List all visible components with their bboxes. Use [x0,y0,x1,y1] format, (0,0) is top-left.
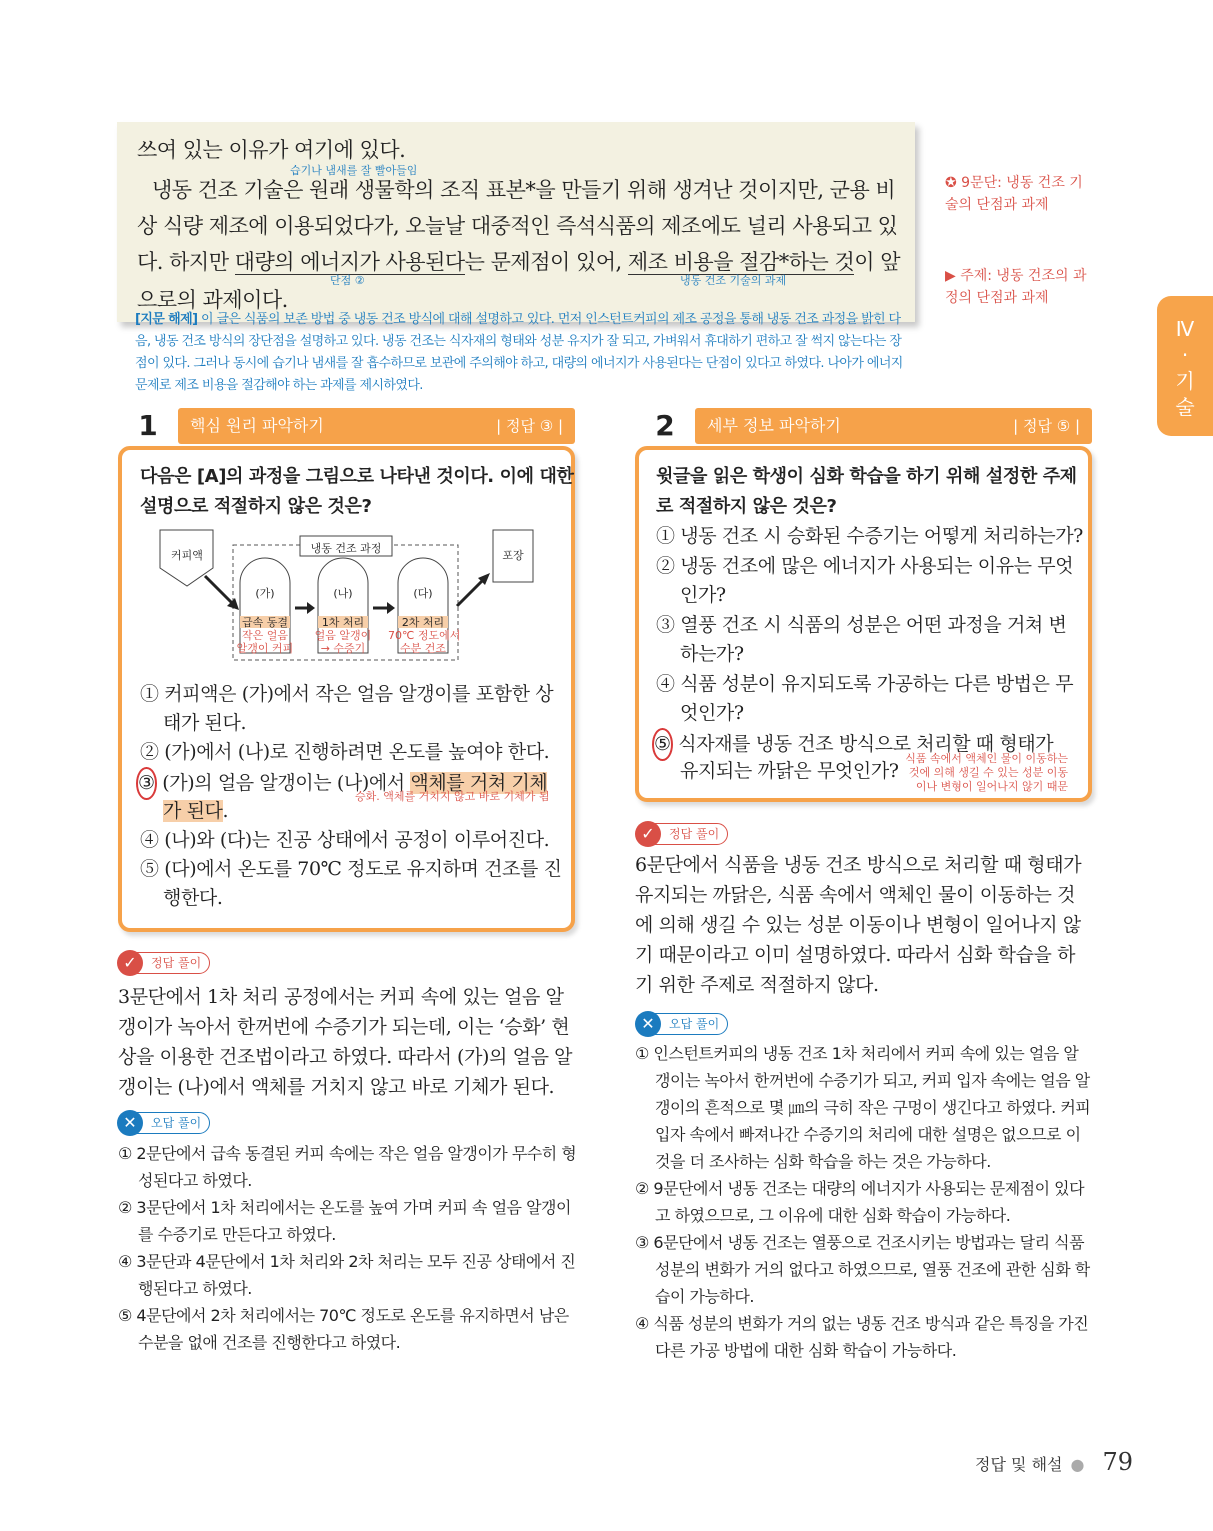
page-number: 79 [1102,1448,1133,1476]
margin-note-paragraph9: ✪ 9문단: 냉동 건조 기술의 단점과 과제 [945,175,1083,213]
q2-option-1[interactable]: ① 냉동 건조 시 승화된 수증기는 어떻게 처리하는가? [656,525,1083,547]
question-2-stem-1: 윗글을 읽은 학생이 심화 학습을 하기 위해 설정한 주제 [656,466,1077,487]
x-icon: ✕ [117,1110,143,1136]
underline-cost: 제조 비용을 절감*하는 것 [627,250,855,274]
page-footer: 정답 및 해설 ● 79 [975,1448,1133,1476]
q1-wrong-4: ④ 3문단과 4문단에서 1차 처리와 2차 처리는 모두 진공 상태에서 진행된다고 하였다. [118,1252,576,1298]
q2-wrong-1: ① 인스턴트커피의 냉동 건조 1차 처리에서 커피 속에 있는 얼음 알갱이는 녹아서 한꺼번에 수증기가 되고, 커피 입자 속에는 얼음 알갱이의 흔적으로 몇 ㎛의 극히 작은 구멍이 생긴다고 하였다. 커피 입자 속에서 빠져나간 수증기의 처리에 대한 설명은 없으므로 이것을 더 조사하는 심화 학습을 하는 것은 가능하다. [635,1044,1091,1171]
passage-line-3: 상 식량 제조에 이용되었다가, 오늘날 대중적인 즉석식품의 제조에도 널리 사용되고 있 [137,214,898,238]
q2-wrong-badge: ✕ 오답 풀이 [638,1013,728,1035]
q2-option-3-line-1[interactable]: ③ 열풍 건조 시 식품의 성분은 어떤 과정을 거쳐 변 [656,614,1067,636]
passage-annotation-moisture: 습기나 냄새를 잘 빨아들임 [290,164,418,177]
q1-option-3[interactable]: ③ (가)의 얼음 알갱이는 (나)에서 액체를 거쳐 기체 [136,767,547,800]
diagram-ga-text: 급속 동결 작은 얼음 알갱이 커피 [236,616,294,655]
q1-option-3-line-2: 가 된다. [163,800,229,822]
q1-option-5-line-2: 행한다. [163,887,223,909]
question-1-header [123,408,575,444]
passage-line-1: 쓰여 있는 이유가 여기에 있다. [137,138,406,162]
diagram-coffee-label: 커피액 [171,549,203,562]
q1-correct-explanation: 3문단에서 1차 처리 공정에서는 커피 속에 있는 얼음 알갱이가 녹아서 한꺼번에 수증기가 되는데, 이는 ‘승화’ 현상을 이용한 건조법이라고 하였다. 따라서 (가)의 얼음 알갱이는 (나)에서 액체를 거치지 않고 바로 기체가 된다. [118,986,573,1098]
question-1-number: 1 [138,409,158,442]
q2-option-2-line-2: 인가? [680,584,726,606]
chapter-side-tab[interactable] [1157,296,1213,436]
question-2-header [640,408,1092,444]
q2-wrong-4: ④ 식품 성분의 변화가 거의 없는 냉동 건조 방식과 같은 특징을 가진 다른 가공 방법에 대한 심화 학습이 가능하다. [635,1314,1089,1360]
q1-wrong-explanations [118,1140,578,1356]
diagram-da-label: (다) [413,587,433,600]
q1-option-3-highlight: 액체를 거쳐 기체 [410,772,548,794]
x-icon: ✕ [635,1011,661,1037]
q2-option-5[interactable]: ⑤ 식자재를 냉동 건조 방식으로 처리할 때 형태가 [652,728,1053,761]
diagram-process-label: 냉동 건조 과정 [310,542,382,555]
q1-wrong-1: ① 2문단에서 급속 동결된 커피 속에는 작은 얼음 알갱이가 무수히 형성된다고 하였다. [118,1144,577,1190]
arrow-head-3 [387,602,395,614]
check-icon: ✓ [635,821,661,847]
question-2-number: 2 [655,409,675,442]
diagram-pack-label: 포장 [502,549,524,562]
q1-option-3-annotation: 승화. 액체를 거치지 않고 바로 기체가 됨 [355,790,550,803]
passage-line-4: 다. 하지만 대량의 에너지가 사용된다는 문제점이 있어, 제조 비용을 절감*하는 것이 앞 [137,250,901,274]
question-2-stem-2: 로 적절하지 않은 것은? [656,496,837,517]
q1-wrong-2: ② 3문단에서 1차 처리에서는 온도를 높여 가며 커피 속 얼음 알갱이를 수증기로 만든다고 하였다. [118,1198,571,1244]
question-2-answer: | 정답 ⑤ | [1013,417,1080,435]
q1-option-2[interactable]: ② (가)에서 (나)로 진행하려면 온도를 높여야 한다. [140,741,550,763]
q2-correct-badge: ✓ 정답 풀이 [638,823,728,845]
diagram-ga-label: (가) [255,587,275,600]
arrow-coffee-to-ga [205,576,235,606]
passage-annotation-weakness: 단점 ② [330,274,365,287]
q1-option-1-line-1[interactable]: ① 커피액은 (가)에서 작은 얼음 알갱이를 포함한 상 [140,683,554,705]
underline-energy: 대량의 에너지가 사용된다 [234,250,465,274]
q2-option-5-annotation: 식품 속에서 액체인 물이 이동하는 것에 의해 생길 수 있는 성분 이동 이나 변형이 일어나지 않기 때문 [905,752,1068,793]
margin-note-theme: ▶ 주제: 냉동 건조의 과정의 단점과 과제 [945,268,1087,306]
q1-wrong-badge: ✕ 오답 풀이 [120,1112,210,1134]
question-1-stem-1: 다음은 [A]의 과정을 그림으로 나타낸 것이다. 이에 대한 [140,466,574,487]
q2-option-2-line-1[interactable]: ② 냉동 건조에 많은 에너지가 사용되는 이유는 무엇 [656,555,1074,577]
check-icon: ✓ [117,950,143,976]
answer-circle-icon: ⑤ [652,728,673,761]
q2-wrong-explanations [635,1040,1093,1364]
q1-correct-badge: ✓ 정답 풀이 [120,952,210,974]
footer-label: 정답 및 해설 [975,1455,1063,1474]
passage-annotation-task: 냉동 건조 기술의 과제 [680,274,787,287]
q1-wrong-5: ⑤ 4문단에서 2차 처리에서는 70℃ 정도로 온도를 유지하면서 남은 수분을 없애 건조를 진행한다고 하였다. [118,1306,569,1352]
side-tab-dot: · [1181,343,1189,367]
diagram-na-text: 1차 처리 얼음 알갱이 → 수증기 [314,616,372,655]
question-2-title: 세부 정보 파악하기 [707,416,841,435]
diagram-da-text: 2차 처리 70℃ 정도에서 수분 건조 [388,616,461,655]
passage-summary: [지문 해제] 이 글은 식품의 보존 방법 중 냉동 건조 방식에 대해 설명하고 있다. 먼저 인스턴트커피의 제조 공정을 통해 냉동 건조 과정을 밝힌 다음, 냉동 건조 방식의 장단점을 설명하고 있다. 냉동 건조는 식자재의 형태와 성분 유지가 잘 되고, 가벼워서 휴대하기 편하고 잘 썩지 않는다는 장점이 있다. 그러나 동시에 습기나 냄새를 잘 흡수하므로 보관에 주의해야 하고, 대량의 에너지가 사용된다는 단점이 있다고 하였다. 나아가 에너지 문제로 제조 비용을 절감해야 하는 과제를 제시하였다. [135,312,903,393]
arrow-da-to-pack [457,578,485,606]
side-tab-roman: Ⅳ [1175,317,1195,341]
q2-option-4-line-2: 엇인가? [680,702,744,724]
side-tab-char2: 술 [1175,395,1195,419]
passage-line-5: 으로의 과제이다. [137,288,288,312]
q1-option-1-line-2: 태가 된다. [163,712,247,734]
q1-option-4[interactable]: ④ (나)와 (다)는 진공 상태에서 공정이 이루어진다. [140,829,550,851]
question-1-stem-2: 설명으로 적절하지 않은 것은? [140,496,372,517]
q2-option-3-line-2: 하는가? [680,643,744,665]
question-1-title-bar [178,408,575,444]
question-1-answer: | 정답 ③ | [496,417,563,435]
side-tab-char1: 기 [1175,369,1195,393]
question-1-title: 핵심 원리 파악하기 [190,416,324,435]
answer-circle-icon: ③ [136,767,157,800]
diagram-na-label: (나) [333,587,353,600]
q2-wrong-2: ② 9문단에서 냉동 건조는 대량의 에너지가 사용되는 문제점이 있다고 하였으므로, 그 이유에 대한 심화 학습이 가능하다. [635,1179,1085,1225]
question-2-title-bar [695,408,1092,444]
q2-wrong-3: ③ 6문단에서 냉동 건조는 열풍으로 건조시키는 방법과는 달리 식품 성분의 변화가 거의 없다고 하였으므로, 열풍 건조에 관한 심화 학습이 가능하다. [635,1233,1090,1306]
arrow-head-2 [307,602,315,614]
q1-option-5-line-1[interactable]: ⑤ (다)에서 온도를 70℃ 정도로 유지하며 건조를 진 [140,858,562,880]
q2-option-4-line-1[interactable]: ④ 식품 성분이 유지되도록 가공하는 다른 방법은 무 [656,673,1074,695]
passage-line-2: 냉동 건조 기술은 원래 생물학의 조직 표본*을 만들기 위해 생겨난 것이지만, 군용 비 [152,178,896,202]
q2-correct-explanation: 6문단에서 식품을 냉동 건조 방식으로 처리할 때 형태가 유지되는 까닭은, 식품 속에서 액체인 물이 이동하는 것에 의해 생길 수 있는 성분 이동이나 변형이 일어나지 않기 때문이라고 이미 설명하였다. 따라서 심화 학습을 하기 위한 주제로 적절하지 않다. [635,854,1082,996]
q2-option-5-line-2: 유지되는 까닭은 무엇인가? [680,760,899,782]
